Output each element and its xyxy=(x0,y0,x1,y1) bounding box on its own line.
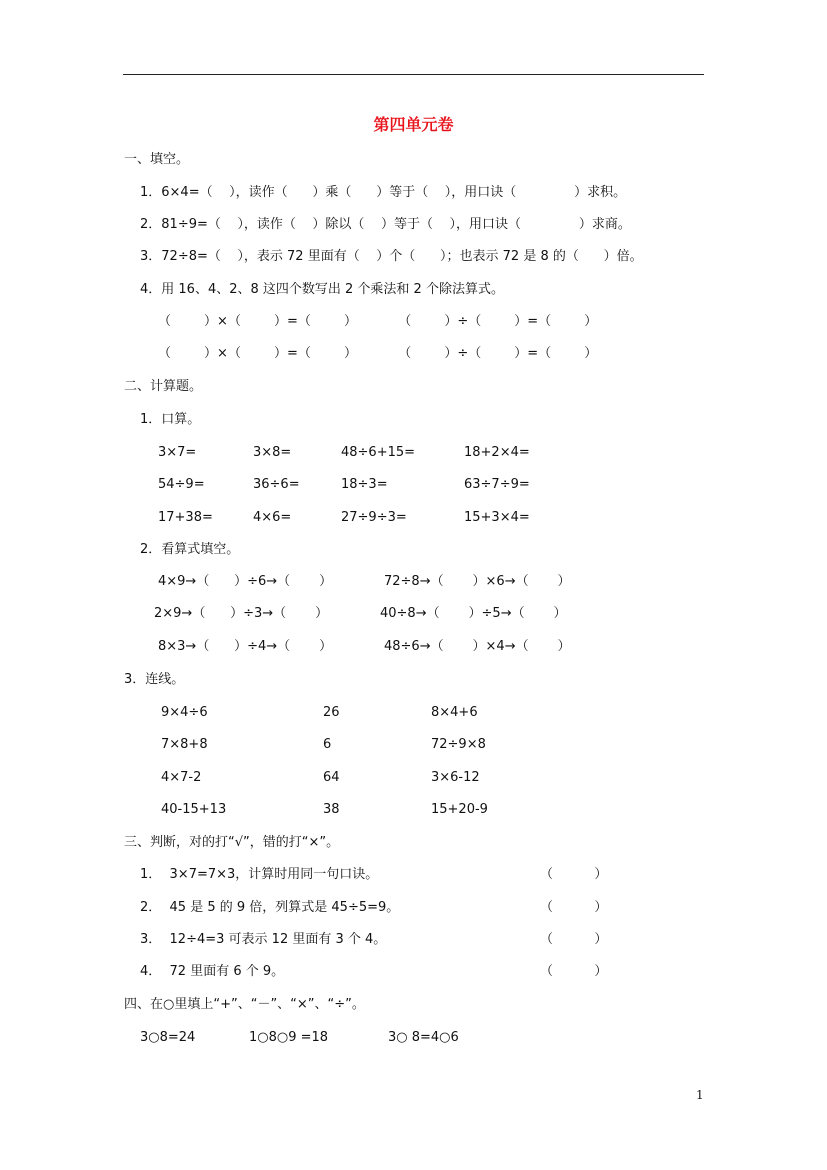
operator-item: 3○8=24 xyxy=(140,1030,196,1045)
answer-bracket: （ ） xyxy=(540,900,608,915)
oral-item: 15+3×4= xyxy=(464,510,530,525)
match-left: 9×4÷6 xyxy=(161,705,208,720)
equation-row-1: （ ）×（ ）=（ ） （ ）÷（ ）=（ ） xyxy=(158,314,598,329)
equation-row-2: （ ）×（ ）=（ ） （ ）÷（ ）=（ ） xyxy=(158,346,598,361)
chain-item-left: 2×9→（ ）÷3→（ ） xyxy=(154,606,329,621)
judge-item: 2． 45 是 5 的 9 倍，列算式是 45÷5=9。 xyxy=(140,900,400,915)
chain-item-right: 72÷8→（ ）×6→（ ） xyxy=(384,574,571,589)
question-1-1: 1．6×4=（ ），读作（ ）乘（ ）等于（ ），用口诀（ ）求积。 xyxy=(140,185,627,200)
chain-item-left: 8×3→（ ）÷4→（ ） xyxy=(158,639,333,654)
question-1-3: 3．72÷8=（ ），表示 72 里面有（ ）个（ ）；也表示 72 是 8 的（ ）倍。 xyxy=(140,249,643,264)
oral-item: 18+2×4= xyxy=(464,445,530,460)
match-right: 8×4+6 xyxy=(431,705,478,720)
match-middle: 38 xyxy=(323,802,340,817)
question-1-2: 2．81÷9=（ ），读作（ ）除以（ ）等于（ ），用口诀（ ）求商。 xyxy=(140,217,631,232)
operator-item: 3○ 8=4○6 xyxy=(388,1030,459,1045)
oral-item: 63÷7÷9= xyxy=(464,477,530,492)
judge-item: 3． 12÷4=3 可表示 12 里面有 3 个 4。 xyxy=(140,932,387,947)
match-middle: 6 xyxy=(323,737,332,752)
subsection-fill-heading: 2．看算式填空。 xyxy=(140,542,240,557)
subsection-oral-heading: 1．口算。 xyxy=(140,412,201,427)
answer-bracket: （ ） xyxy=(540,932,608,947)
judge-item: 1． 3×7=7×3，计算时用同一句口诀。 xyxy=(140,867,379,882)
match-left: 4×7-2 xyxy=(161,770,202,785)
subsection-match-heading: 3．连线。 xyxy=(124,672,185,687)
match-left: 40-15+13 xyxy=(161,802,227,817)
question-1-4: 4．用 16、4、2、8 这四个数写出 2 个乘法和 2 个除法算式。 xyxy=(140,282,504,297)
match-left: 7×8+8 xyxy=(161,737,208,752)
oral-item: 18÷3= xyxy=(341,477,388,492)
header-rule xyxy=(123,74,704,75)
match-right: 72÷9×8 xyxy=(431,737,486,752)
oral-item: 54÷9= xyxy=(158,477,205,492)
oral-item: 48÷6+15= xyxy=(341,445,416,460)
answer-bracket: （ ） xyxy=(540,964,608,979)
match-right: 15+20-9 xyxy=(431,802,488,817)
oral-item: 36÷6= xyxy=(253,477,300,492)
judge-item: 4． 72 里面有 6 个 9。 xyxy=(140,964,285,979)
page-title: 第四单元卷 xyxy=(373,115,454,134)
chain-item-right: 48÷6→（ ）×4→（ ） xyxy=(384,639,571,654)
chain-item-left: 4×9→（ ）÷6→（ ） xyxy=(158,574,333,589)
match-middle: 26 xyxy=(323,705,340,720)
chain-item-right: 40÷8→（ ）÷5→（ ） xyxy=(380,606,567,621)
match-right: 3×6-12 xyxy=(431,770,480,785)
operator-item: 1○8○9 =18 xyxy=(249,1030,329,1045)
page-number: 1 xyxy=(696,1088,704,1102)
oral-item: 17+38= xyxy=(158,510,213,525)
oral-item: 3×8= xyxy=(253,445,292,460)
oral-item: 27÷9÷3= xyxy=(341,510,407,525)
oral-item: 3×7= xyxy=(158,445,197,460)
match-middle: 64 xyxy=(323,770,340,785)
section-4-heading: 四、在○里填上“+”、“－”、“×”、“÷”。 xyxy=(124,997,365,1012)
oral-item: 4×6= xyxy=(253,510,292,525)
answer-bracket: （ ） xyxy=(540,867,608,882)
section-3-heading: 三、判断，对的打“√”，错的打“×”。 xyxy=(124,835,340,850)
section-1-heading: 一、填空。 xyxy=(124,152,190,167)
section-2-heading: 二、计算题。 xyxy=(124,379,203,394)
